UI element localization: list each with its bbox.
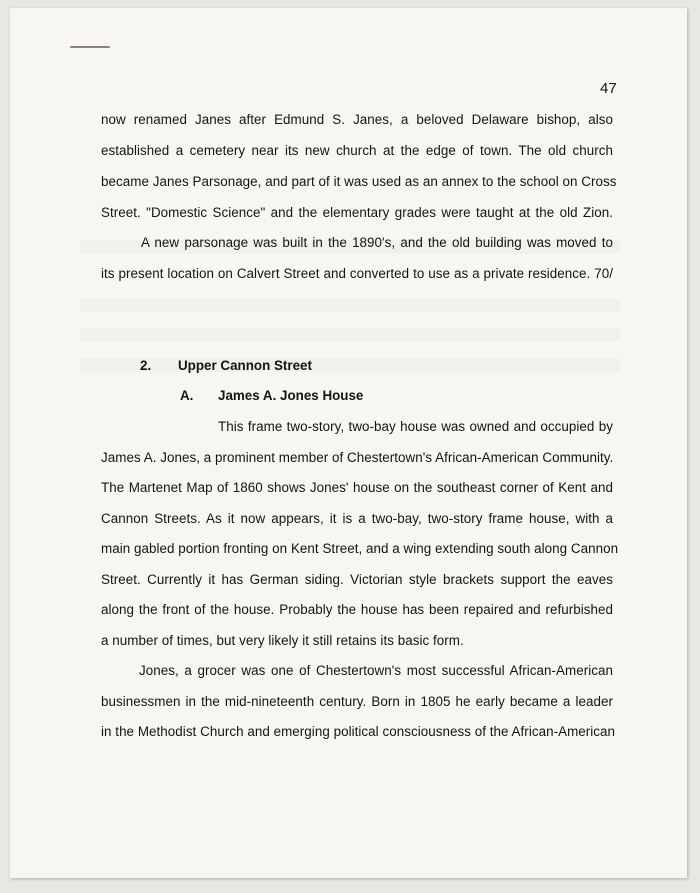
text-line: Cannon Streets. As it now appears, it is a two-bay, two-story frame house, with a xyxy=(101,511,613,526)
text-line: The Martenet Map of 1860 shows Jones' house on the southeast corner of Kent and xyxy=(101,480,613,495)
subsection-title: James A. Jones House xyxy=(218,388,364,403)
text-line: in the Methodist Church and emerging political consciousness of the African-American xyxy=(101,724,616,739)
section-number: 2. xyxy=(140,358,152,373)
page-number: 47 xyxy=(600,80,617,97)
section-title: Upper Cannon Street xyxy=(178,358,312,373)
text-line: Street. "Domestic Science" and the elementary grades were taught at the old Zion. xyxy=(101,205,613,220)
bleed-through-text xyxy=(80,358,620,372)
text-line: established a cemetery near its new church at the edge of town. The old church xyxy=(101,143,613,158)
text-line: its present location on Calvert Street and converted to use as a private residence. 70/ xyxy=(101,266,613,281)
text-line: a number of times, but very likely it still retains its basic form. xyxy=(101,633,464,648)
document-page xyxy=(10,8,687,878)
text-line: Jones, a grocer was one of Chestertown's most successful African-American xyxy=(139,663,613,678)
bleed-through-text xyxy=(80,298,620,312)
text-line: This frame two-story, two-bay house was owned and occupied by xyxy=(218,419,613,434)
subsection-letter: A. xyxy=(180,388,194,403)
bleed-through-text xyxy=(80,328,620,342)
text-line: became Janes Parsonage, and part of it was used as an annex to the school on Cross xyxy=(101,174,617,189)
text-line: main gabled portion fronting on Kent Street, and a wing extending south along Cannon xyxy=(101,541,619,556)
text-line: businessmen in the mid-nineteenth century. Born in 1805 he early became a leader xyxy=(101,694,613,709)
text-line: A new parsonage was built in the 1890's, and the old building was moved to xyxy=(141,235,613,250)
text-line: James A. Jones, a prominent member of Chestertown's African-American Community. xyxy=(101,450,614,465)
staple-mark xyxy=(70,46,110,48)
text-line: Street. Currently it has German siding. Victorian style brackets support the eaves xyxy=(101,572,613,587)
text-line: along the front of the house. Probably the house has been repaired and refurbished xyxy=(101,602,613,617)
text-line: now renamed Janes after Edmund S. Janes, a beloved Delaware bishop, also xyxy=(101,112,613,127)
